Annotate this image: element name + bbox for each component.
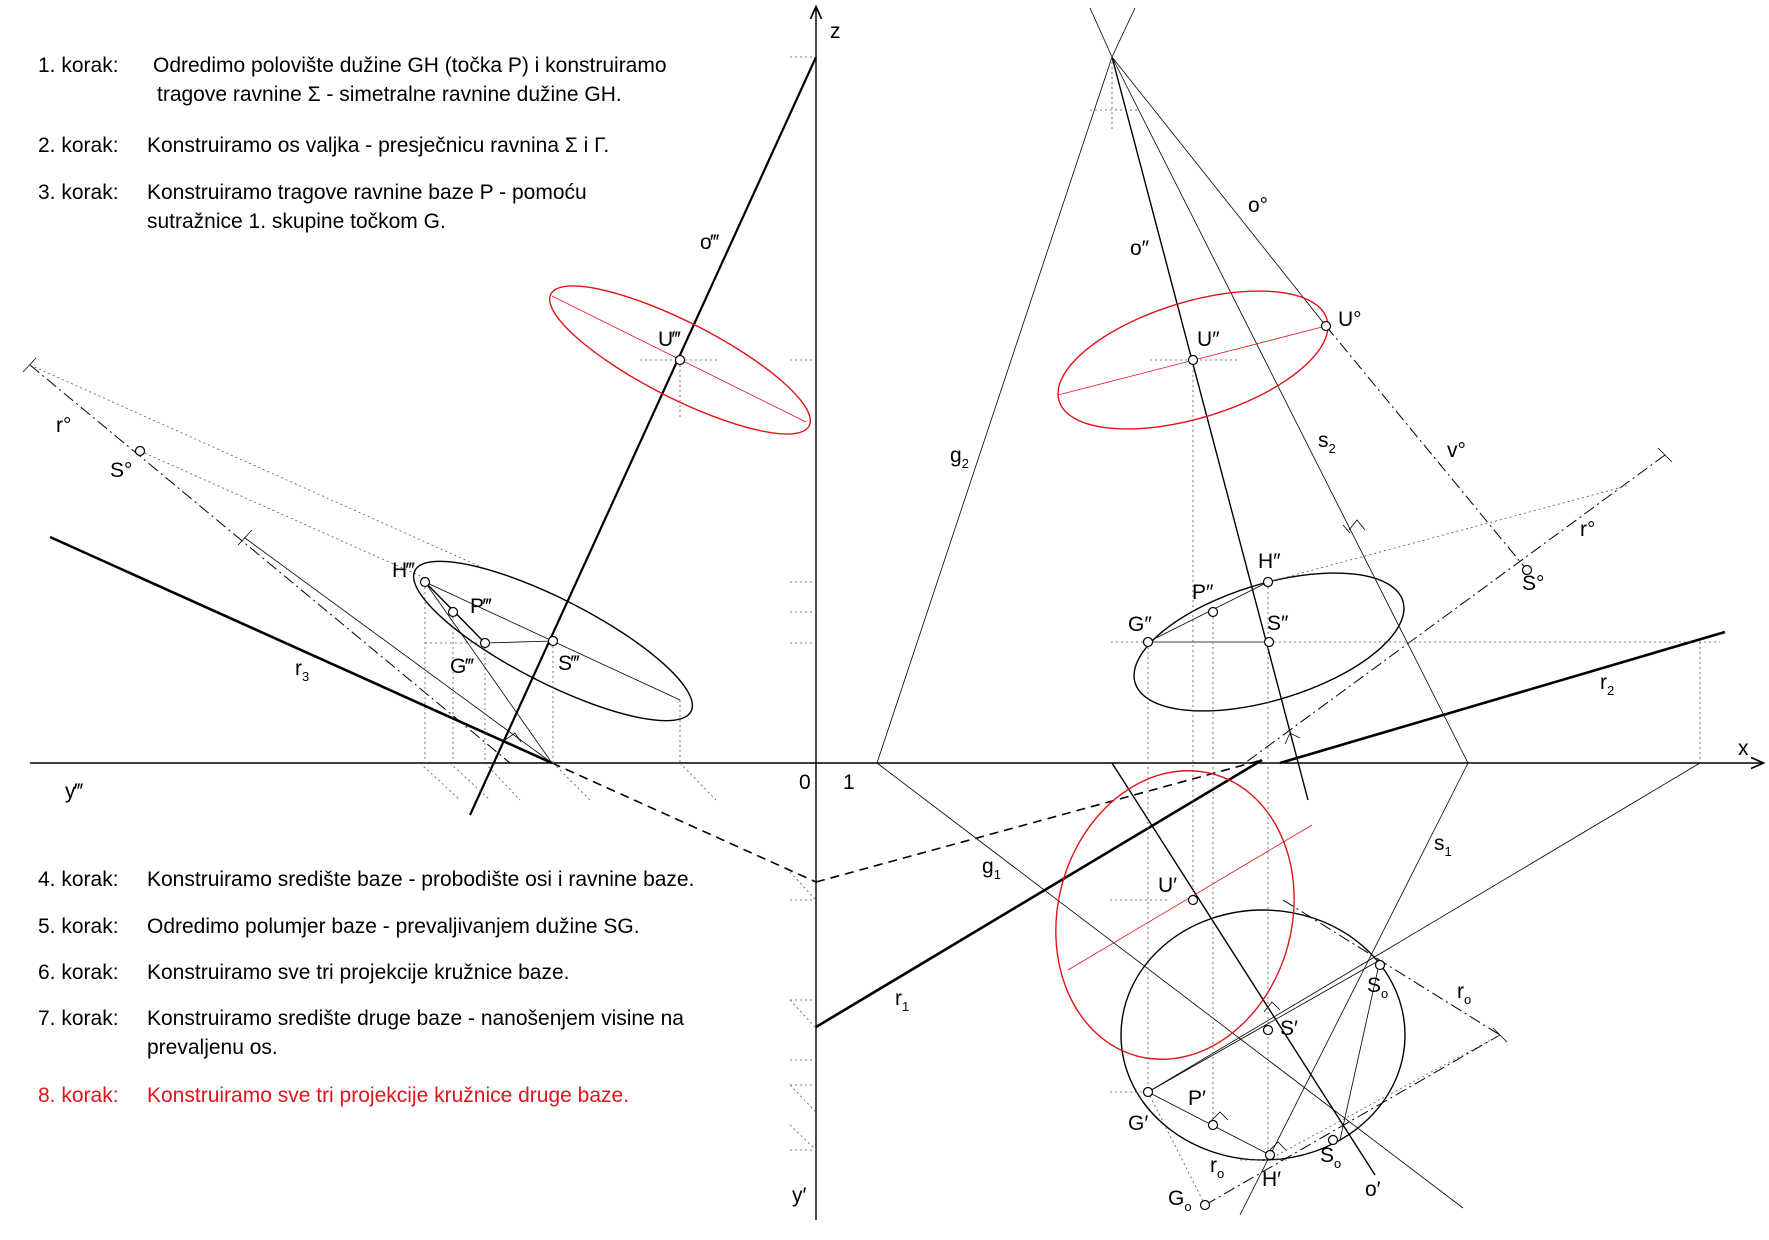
step-text: Konstruiramo središte baze - probodište osi i ravnine baze. — [147, 868, 695, 891]
step-number: 1. korak: — [38, 54, 119, 77]
point-H1 — [1266, 1151, 1275, 1160]
step-8-line-1 — [38, 1082, 629, 1109]
label-z: z — [830, 20, 841, 43]
point-Go — [1201, 1201, 1210, 1210]
label-s2: $s_2$ — [1318, 429, 1336, 456]
right-angle-right-6 — [1270, 1142, 1286, 1150]
generator-s2 — [1112, 57, 1468, 763]
label-y3: y‴ — [65, 780, 83, 803]
label-U1: U′ — [1158, 874, 1178, 897]
point-H2 — [1264, 578, 1273, 587]
right-angle-right-5 — [1212, 1112, 1228, 1120]
tick-left-1 — [23, 358, 36, 372]
label-G2: G″ — [1128, 613, 1152, 636]
top-line-2 — [1112, 8, 1135, 57]
step-number: 5. korak: — [38, 915, 119, 938]
label-zero: 0 — [799, 771, 811, 794]
label-o1: o′ — [1365, 1178, 1381, 1201]
G3-S3-line — [485, 641, 553, 643]
v-deg — [1326, 326, 1527, 570]
trace-r3 — [50, 537, 552, 763]
step-text: Konstruiramo sve tri projekcije kružnice druge baze. — [147, 1084, 630, 1107]
point-So-a — [1376, 961, 1385, 970]
profile-view — [23, 57, 826, 1150]
label-r3: $r_3$ — [295, 657, 310, 684]
tick-right-2 — [1493, 1028, 1507, 1042]
label-r2: $r_2$ — [1600, 671, 1615, 698]
point-P3 — [449, 608, 458, 617]
label-Go: $G_o$ — [1168, 1187, 1192, 1214]
step-7-continuation: prevaljenu os. — [147, 1036, 278, 1059]
step-text: Odredimo polovište dužine GH (točka P) i konstruiramo — [153, 54, 667, 77]
point-U3 — [676, 356, 685, 365]
dotted-left-2 — [140, 451, 425, 578]
labels — [56, 20, 1749, 1214]
step-text: Odredimo polumjer baze - prevaljivanjem dužine SG. — [147, 915, 640, 938]
top-line-1 — [1090, 8, 1112, 57]
step-number: 4. korak: — [38, 868, 119, 891]
label-Udeg: U° — [1338, 308, 1362, 331]
generator-s1 — [1240, 763, 1468, 1215]
point-H3 — [421, 578, 430, 587]
label-P2: P″ — [1192, 581, 1214, 604]
circle-base-plan — [1121, 910, 1405, 1160]
generator-g2 — [877, 57, 1112, 763]
axes — [30, 8, 1762, 1220]
label-o3: o‴ — [700, 231, 720, 254]
step-text: Konstruiramo sve tri projekcije kružnice baze. — [147, 961, 570, 984]
label-U3: U‴ — [658, 328, 681, 351]
axis-o3 — [470, 57, 816, 815]
step-6-line-1 — [38, 959, 570, 986]
label-S3: S‴ — [558, 652, 580, 675]
plan-line-2 — [1148, 960, 1380, 1092]
trace-r2 — [1280, 632, 1725, 763]
point-G3 — [481, 639, 490, 648]
step-1-continuation: tragove ravnine Σ - simetralne ravnine dužine GH. — [157, 83, 622, 106]
label-H3: H‴ — [392, 559, 415, 582]
so-line — [1283, 900, 1500, 1035]
step-4-line-1 — [38, 866, 694, 893]
r-deg-right — [1245, 455, 1665, 763]
right-angle-right-4 — [1264, 1002, 1280, 1012]
dotted-left-1 — [30, 365, 490, 571]
point-U2 — [1189, 356, 1198, 365]
label-y1: y′ — [792, 1184, 807, 1207]
dashed-r-connector-right — [816, 760, 1262, 882]
step-number: 7. korak: — [38, 1007, 119, 1030]
point-G1 — [1144, 1088, 1153, 1097]
label-rdeg-left: r° — [56, 414, 72, 437]
label-one: 1 — [843, 771, 855, 794]
label-Sdeg-left: S° — [110, 459, 133, 482]
label-Sdeg-right: S° — [1522, 572, 1545, 595]
label-G1: G′ — [1128, 1112, 1149, 1135]
label-H2: H″ — [1258, 550, 1281, 573]
r-deg-left-line — [30, 365, 510, 763]
point-U1 — [1189, 896, 1198, 905]
step-5-line-1 — [38, 913, 640, 940]
step-number: 8. korak: — [38, 1084, 119, 1107]
step-text: Konstruiramo tragove ravnine baze Ρ - pomoću — [147, 181, 587, 204]
point-P2 — [1209, 608, 1218, 617]
point-P1 — [1209, 1121, 1218, 1130]
step-number: 2. korak: — [38, 134, 119, 157]
label-g2: $g_2$ — [950, 444, 969, 471]
label-rdeg-right: r° — [1580, 518, 1596, 541]
label-P3: P‴ — [470, 595, 492, 618]
step-3-continuation: sutražnice 1. skupine točkom G. — [147, 210, 446, 233]
tick-right-1 — [1658, 448, 1672, 462]
label-So-b: $S_o$ — [1320, 1144, 1342, 1171]
label-vdeg: v° — [1447, 439, 1466, 462]
label-x: x — [1738, 737, 1749, 760]
step-number: 3. korak: — [38, 181, 119, 204]
label-ro-a: $r_o$ — [1457, 980, 1472, 1007]
label-S1: S′ — [1280, 1017, 1298, 1040]
point-G2 — [1144, 638, 1153, 647]
label-r1: $r_1$ — [895, 987, 910, 1014]
step-number: 6. korak: — [38, 961, 119, 984]
step-7-line-1 — [38, 1005, 684, 1032]
point-S1 — [1264, 1026, 1273, 1035]
step-text: Konstruiramo središte druge baze - nanošenjem visine na — [147, 1007, 684, 1030]
step-text: Konstruiramo os valjka - presječnicu ravnina Σ i Γ. — [147, 134, 610, 157]
label-H1: H′ — [1262, 1168, 1282, 1191]
label-U2: U″ — [1197, 328, 1220, 351]
point-Sdeg-left — [136, 447, 145, 456]
point-Udeg — [1322, 322, 1331, 331]
point-S3 — [549, 637, 558, 646]
axis-odeg — [1112, 57, 1326, 326]
label-odeg: o° — [1248, 194, 1269, 217]
label-So-a: $S_o$ — [1367, 974, 1389, 1001]
plan-line-3 — [1148, 763, 1700, 1092]
ro-line — [1205, 1035, 1500, 1205]
label-ro-b: $r_o$ — [1210, 1154, 1225, 1181]
point-S2 — [1265, 638, 1274, 647]
label-S2: S″ — [1267, 612, 1289, 635]
label-s1: $s_1$ — [1434, 832, 1452, 859]
label-G3: G‴ — [450, 655, 474, 678]
dashed-r-connector-left — [552, 763, 816, 882]
label-g1: $g_1$ — [982, 855, 1001, 882]
label-P1: P′ — [1188, 1087, 1206, 1110]
tick-left-2 — [238, 530, 252, 545]
right-angle-right-1 — [1349, 520, 1365, 530]
label-o2: o″ — [1130, 237, 1150, 260]
